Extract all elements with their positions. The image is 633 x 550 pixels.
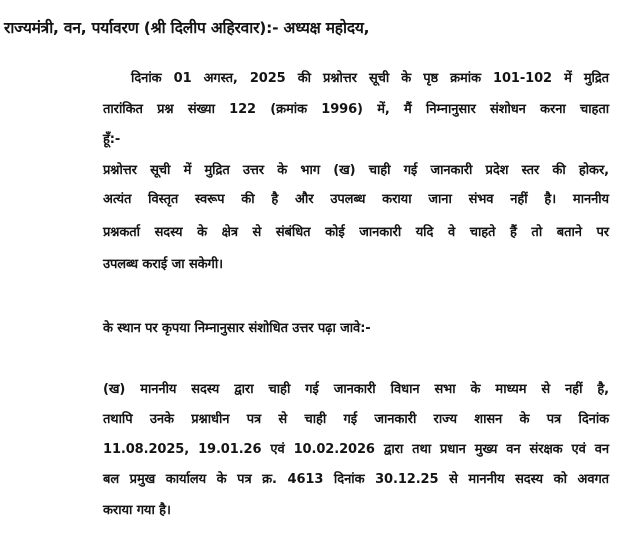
revised-answer-line-2: तथापि उनके प्रश्नाधीन पत्र से चाही गई जानकारी राज्य शासन के पत्र दिनांक (103, 412, 609, 427)
printed-answer-line-1: प्रश्नोत्तर सूची में मुद्रित उत्तर के भाग (ख) चाही गई जानकारी प्रदेश स्तर की होकर, (103, 163, 609, 178)
revised-answer-line-4: बल प्रमुख कार्यालय के पत्र क्र. 4613 दिनांक 30.12.25 से माननीय सदस्य को अवगत (103, 472, 609, 487)
speaker-heading: राज्यमंत्री, वन, पर्यावरण (श्री दिलीप अहिरवार):- अध्यक्ष महोदय, (4, 19, 370, 37)
instead-line: के स्थान पर कृपया निम्नानुसार संशोधित उत्तर पढ़ा जावे:- (103, 321, 371, 336)
intro-line-3: हूँ:- (103, 132, 121, 147)
revised-answer-line-3: 11.08.2025, 19.01.26 एवं 10.02.2026 द्वारा तथा प्रधान मुख्य वन संरक्षक एवं वन (103, 442, 609, 457)
printed-answer-line-3: प्रश्नकर्ता सदस्य के क्षेत्र से संबंधित कोई जानकारी यदि वे चाहते हैं तो बताने पर (103, 225, 609, 240)
revised-answer-line-1: (ख) माननीय सदस्य द्वारा चाही गई जानकारी विधान सभा के माध्यम से नहीं है, (103, 382, 609, 397)
printed-answer-line-4: उपलब्ध कराई जा सकेगी। (103, 257, 223, 272)
intro-line-1: दिनांक 01 अगस्त, 2025 की प्रश्नोत्तर सूची के पृष्ठ क्रमांक 101-102 में मुद्रित (131, 71, 609, 86)
printed-answer-line-2: अत्यंत विस्तृत स्वरूप की है और उपलब्ध कराया जाना संभव नहीं है। माननीय (103, 192, 609, 207)
intro-line-2: तारांकित प्रश्न संख्या 122 (क्रमांक 1996) में, मैं निम्नानुसार संशोधन करना चाहता (103, 102, 609, 117)
revised-answer-line-5: कराया गया है। (103, 503, 171, 518)
